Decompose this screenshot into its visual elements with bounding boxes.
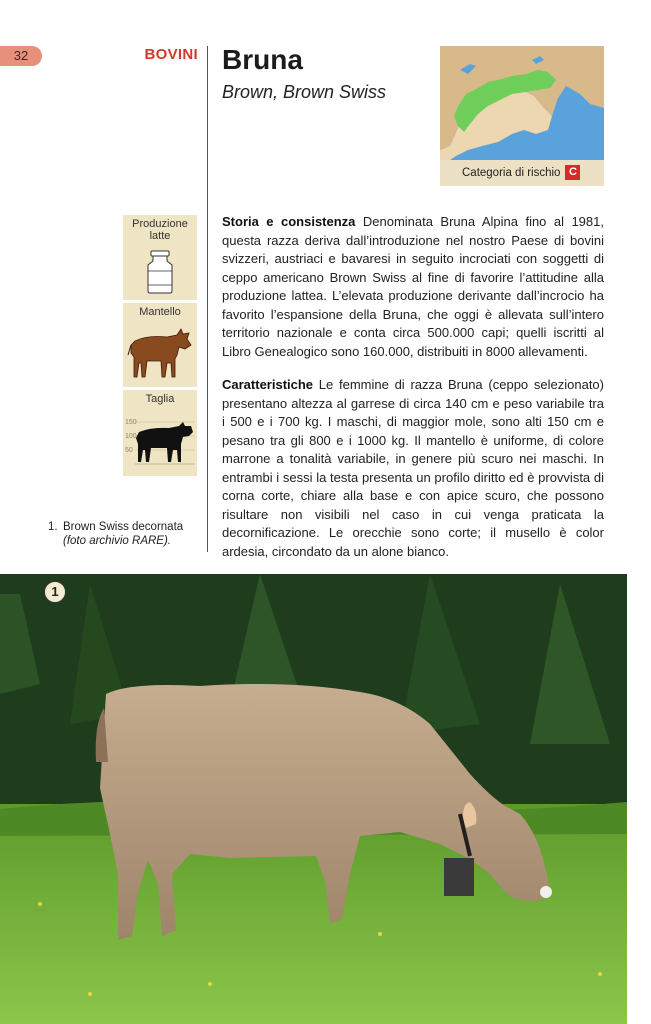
size-label: Taglia bbox=[145, 393, 175, 405]
photo-number-badge: 1 bbox=[44, 581, 66, 603]
breed-title: Bruna bbox=[222, 44, 303, 75]
history-paragraph bbox=[222, 213, 604, 361]
risk-label: Categoria di rischio bbox=[462, 167, 561, 179]
cow-photo bbox=[0, 574, 627, 1024]
size-tick-100: 100 bbox=[125, 433, 137, 440]
size-tick-150: 150 bbox=[125, 419, 137, 426]
page-number: 32 bbox=[0, 46, 42, 66]
milk-production-label: Produzione latte bbox=[132, 218, 188, 242]
characteristics-heading: Caratteristiche bbox=[222, 377, 314, 392]
risk-category-badge: C bbox=[565, 165, 580, 180]
photo-illustration bbox=[0, 574, 627, 1024]
size-panel bbox=[123, 390, 197, 476]
caption-text: Brown Swiss decornata bbox=[63, 521, 184, 533]
section-label: BOVINI bbox=[144, 46, 198, 63]
coat-panel bbox=[123, 303, 197, 387]
risk-category-bar bbox=[440, 160, 604, 186]
photo-caption bbox=[48, 520, 198, 548]
caption-number: 1. bbox=[48, 521, 58, 533]
brown-cow-icon bbox=[127, 325, 193, 383]
map-image bbox=[440, 46, 604, 160]
distribution-map bbox=[440, 46, 604, 186]
coat-label: Mantello bbox=[139, 306, 181, 318]
characteristics-text: Le femmine di razza Bruna (ceppo selezionato) presentano altezza al garrese di circa 140 cm e peso variabile tra i 500 e i 700 kg. I maschi, di maggior mole, sono alti 150 cm e pesano tra gli 800 e i 1000 kg. Il mantello è uniforme, di colore marrone a tonalità variabile, in genere più scuro nei maschi. In entrambi i sessi la testa presenta un profilo diritto ed è provvista di corna corte, chiare alla base e con apice scuro, che possono risultare non visibili nel caso in cui venga praticata la decornificazione. Le orecchie sono corte; il musello è color ardesia, circondato da un alone bianco. bbox=[222, 377, 604, 559]
milk-production-panel bbox=[123, 215, 197, 300]
characteristics-paragraph bbox=[222, 376, 604, 561]
breed-subtitle: Brown, Brown Swiss bbox=[222, 82, 387, 102]
history-text: Denominata Bruna Alpina fino al 1981, questa razza deriva dall’introduzione nel nostro Paese di bovini svizzeri, austriaci e bavaresi in seguito incrociati con soggetti di ceppo americano Brown Swiss al fine di favorire l’attitudine alla produzione lattea. L’elevata produzione derivante dall’incrocio ha favorito l’espansione della Bruna, che oggi è allevata sull’intero territorio nazionale e conta circa 500.000 capi; quelli iscritti al Libro Genealogico sono 160.000, distribuiti in 8000 allevamenti. bbox=[222, 214, 604, 359]
size-tick-50: 50 bbox=[125, 447, 133, 454]
milk-can-icon bbox=[145, 249, 175, 295]
size-scale-chart bbox=[123, 410, 197, 472]
history-heading: Storia e consistenza bbox=[222, 214, 356, 229]
caption-source: (foto archivio RARE). bbox=[63, 535, 172, 547]
column-divider bbox=[207, 46, 208, 552]
